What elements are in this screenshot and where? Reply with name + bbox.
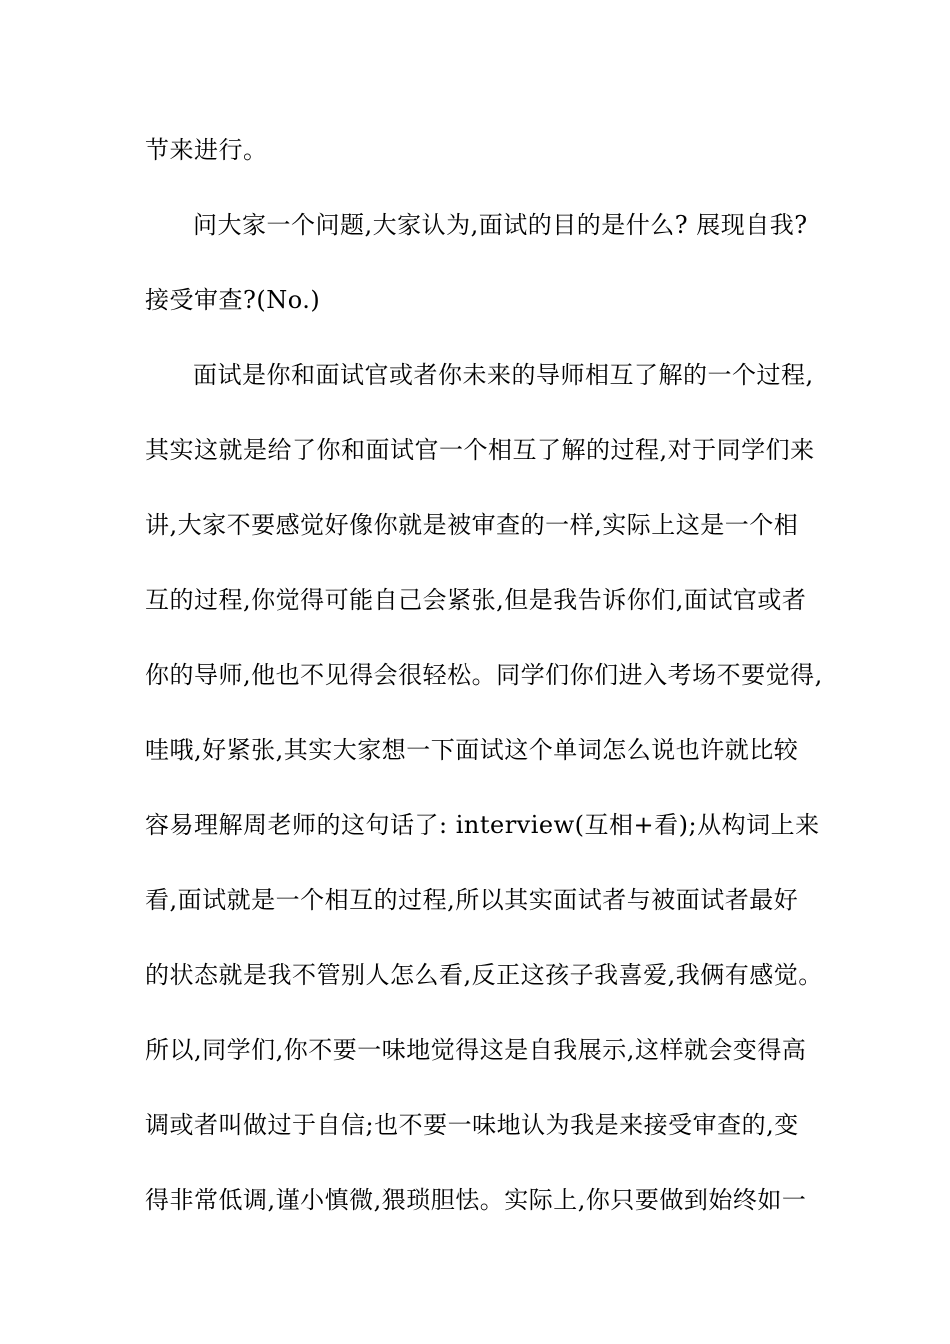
text-line: 你的导师,他也不见得会很轻松。同学们你们进入考场不要觉得, [145, 661, 823, 689]
text-line: 互的过程,你觉得可能自己会紧张,但是我告诉你们,面试官或者 [145, 586, 807, 614]
text-line: 所以,同学们,你不要一味地觉得这是自我展示,这样就会变得高 [145, 1036, 807, 1064]
paragraph-start-line: 面试是你和面试官或者你未来的导师相互了解的一个过程, [193, 361, 814, 389]
text-line: 哇哦,好紧张,其实大家想一下面试这个单词怎么说也许就比较 [145, 736, 799, 764]
text-line: 调或者叫做过于自信;也不要一味地认为我是来接受审查的,变 [145, 1111, 799, 1139]
text-line: 接受审查?(No.) [145, 286, 321, 314]
text-line: 讲,大家不要感觉好像你就是被审查的一样,实际上这是一个相 [145, 511, 799, 539]
paragraph-start-line: 问大家一个问题,大家认为,面试的目的是什么? 展现自我? [193, 211, 808, 239]
text-line: 节来进行。 [145, 136, 268, 164]
text-line: 看,面试就是一个相互的过程,所以其实面试者与被面试者最好 [145, 886, 799, 914]
text-line: 的状态就是我不管别人怎么看,反正这孩子我喜爱,我俩有感觉。 [145, 961, 823, 989]
text-line: 得非常低调,谨小慎微,猥琐胆怯。实际上,你只要做到始终如一 [145, 1186, 807, 1214]
text-line: 其实这就是给了你和面试官一个相互了解的过程,对于同学们来 [145, 436, 815, 464]
text-line: 容易理解周老师的这句话了: interview(互相+看);从构词上来 [145, 811, 820, 839]
